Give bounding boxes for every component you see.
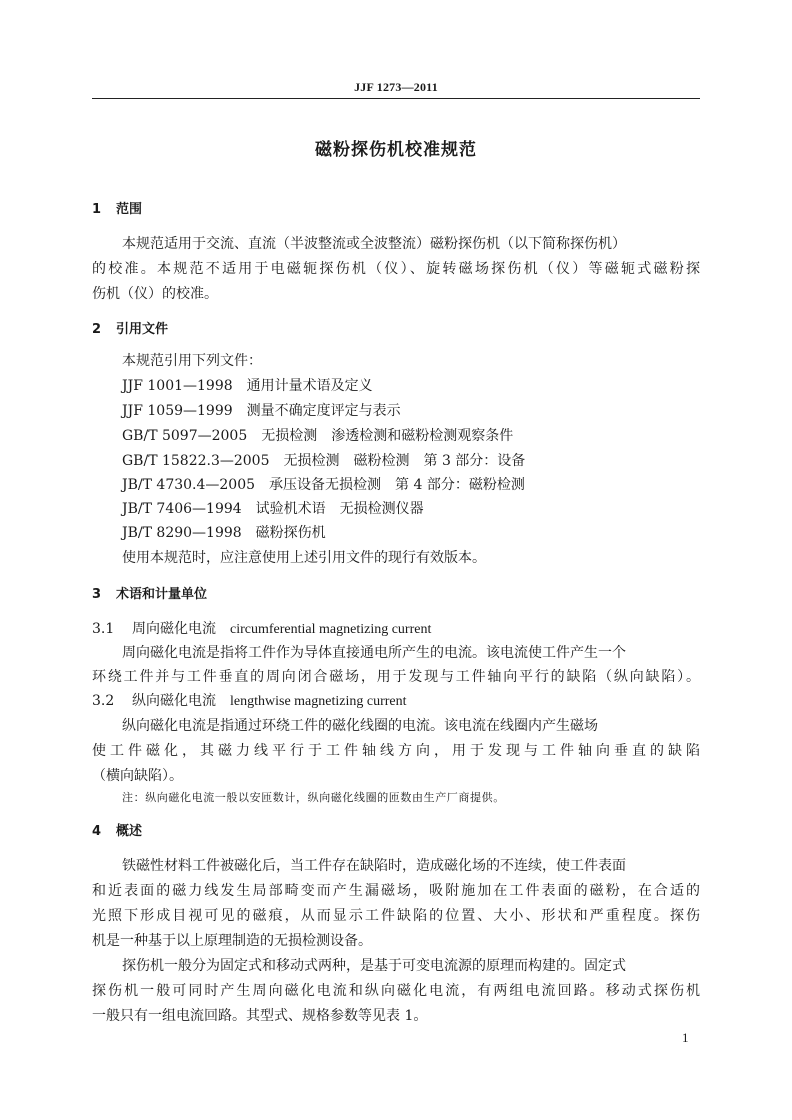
reference-title: 无损检测 磁粉检测 第 3 部分：设备 bbox=[283, 453, 526, 469]
reference-item bbox=[122, 523, 326, 543]
reference-item bbox=[122, 426, 513, 446]
overview-p2-line-3: 一般只有一组电流回路。其型式、规格参数等见表 1。 bbox=[92, 1008, 428, 1024]
term-number: 3.2 bbox=[92, 693, 115, 709]
reference-item bbox=[122, 475, 525, 495]
reference-title: 无损检测 渗透检测和磁粉检测观察条件 bbox=[261, 428, 514, 444]
section-1-heading bbox=[92, 200, 142, 220]
term-3-1-heading bbox=[92, 619, 431, 640]
scope-line-1: 本规范适用于交流、直流（半波整流或全波整流）磁粉探伤机（以下简称探伤机） bbox=[122, 236, 626, 252]
term-3-2-heading bbox=[92, 691, 407, 712]
references-closing: 使用本规范时，应注意使用上述引用文件的现行有效版本。 bbox=[122, 550, 486, 566]
term-3-2-line-2: 使工件磁化，其磁力线平行于工件轴线方向，用于发现与工件轴向垂直的缺陷 bbox=[92, 743, 700, 759]
term-zh: 纵向磁化电流 bbox=[132, 693, 216, 709]
section-title: 概述 bbox=[116, 824, 143, 839]
references-intro: 本规范引用下列文件： bbox=[122, 353, 262, 369]
reference-code: GB/T 5097—2005 bbox=[122, 428, 248, 444]
reference-code: JB/T 7406—1994 bbox=[122, 501, 242, 517]
section-title: 引用文件 bbox=[116, 322, 169, 337]
reference-item bbox=[122, 451, 525, 471]
reference-code: JJF 1001—1998 bbox=[122, 378, 233, 394]
section-title: 术语和计量单位 bbox=[116, 587, 208, 602]
term-3-1-line-1: 周向磁化电流是指将工件作为导体直接通电所产生的电流。该电流使工件产生一个 bbox=[122, 645, 626, 661]
section-number: 3 bbox=[92, 587, 102, 602]
reference-code: JB/T 4730.4—2005 bbox=[122, 477, 256, 493]
page-number: 1 bbox=[682, 1030, 689, 1045]
header-rule bbox=[92, 98, 700, 99]
section-number: 1 bbox=[92, 202, 102, 217]
reference-title: 磁粉探伤机 bbox=[255, 525, 326, 541]
section-3-heading bbox=[92, 585, 207, 605]
reference-code: JB/T 8290—1998 bbox=[122, 525, 242, 541]
reference-title: 测量不确定度评定与表示 bbox=[246, 403, 401, 419]
term-en: lengthwise magnetizing current bbox=[230, 694, 407, 709]
reference-title: 试验机术语 无损检测仪器 bbox=[255, 501, 424, 517]
overview-p1-line-2: 和近表面的磁力线发生局部畸变而产生漏磁场，吸附施加在工件表面的磁粉，在合适的 bbox=[92, 883, 700, 899]
section-2-heading bbox=[92, 320, 168, 340]
scope-line-2: 的校准。本规范不适用于电磁轭探伤机（仪）、旋转磁场探伤机（仪）等磁轭式磁粉探 bbox=[92, 261, 700, 277]
overview-p1-line-3: 光照下形成目视可见的磁痕，从而显示工件缺陷的位置、大小、形状和严重程度。探伤 bbox=[92, 908, 700, 924]
term-3-2-line-3: （横向缺陷）。 bbox=[92, 768, 183, 784]
reference-item bbox=[122, 401, 401, 421]
overview-p2-line-1: 探伤机一般分为固定式和移动式两种，是基于可变电流源的原理而构建的。固定式 bbox=[122, 958, 626, 974]
reference-item bbox=[122, 499, 424, 519]
reference-code: JJF 1059—1999 bbox=[122, 403, 233, 419]
term-3-1-line-2: 环绕工件并与工件垂直的周向闭合磁场，用于发现与工件轴向平行的缺陷（纵向缺陷）。 bbox=[92, 669, 700, 685]
overview-p1-line-4: 机是一种基于以上原理制造的无损检测设备。 bbox=[92, 933, 372, 949]
term-note: 注：纵向磁化电流一般以安匝数计，纵向磁化线圈的匝数由生产厂商提供。 bbox=[122, 791, 505, 804]
document-title: 磁粉探伤机校准规范 bbox=[315, 140, 477, 160]
term-3-2-line-1: 纵向磁化电流是指通过环绕工件的磁化线圈的电流。该电流在线圈内产生磁场 bbox=[122, 718, 598, 734]
overview-p1-line-1: 铁磁性材料工件被磁化后，当工件存在缺陷时，造成磁化场的不连续，使工件表面 bbox=[122, 858, 626, 874]
reference-title: 承压设备无损检测 第 4 部分：磁粉检测 bbox=[269, 477, 525, 493]
term-number: 3.1 bbox=[92, 621, 115, 637]
reference-title: 通用计量术语及定义 bbox=[246, 378, 373, 394]
section-number: 4 bbox=[92, 824, 102, 839]
overview-p2-line-2: 探伤机一般可同时产生周向磁化电流和纵向磁化电流，有两组电流回路。移动式探伤机 bbox=[92, 983, 700, 999]
section-number: 2 bbox=[92, 322, 102, 337]
term-zh: 周向磁化电流 bbox=[132, 621, 216, 637]
reference-item bbox=[122, 376, 373, 396]
reference-code: GB/T 15822.3—2005 bbox=[122, 453, 270, 469]
term-en: circumferential magnetizing current bbox=[230, 622, 432, 637]
section-title: 范围 bbox=[116, 202, 143, 217]
scope-line-3: 伤机（仪）的校准。 bbox=[92, 286, 218, 302]
section-4-heading bbox=[92, 822, 142, 842]
running-header: JJF 1273—2011 bbox=[354, 80, 438, 94]
